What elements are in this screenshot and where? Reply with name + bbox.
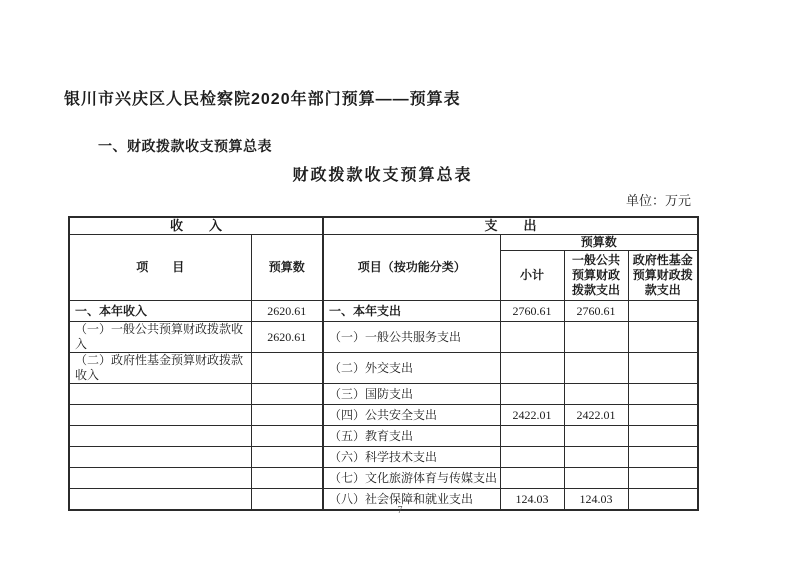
table-row (69, 426, 698, 447)
expense-subtotal-cell (500, 447, 564, 468)
budget-summary-table (68, 216, 699, 511)
income-budget-column-header: 预算数 (251, 235, 323, 301)
income-amount-cell (251, 426, 323, 447)
unit-label: 单位：万元 (625, 193, 691, 208)
table-row (69, 384, 698, 405)
general-public-column-header: 一般公共预算财政拨款支出 (564, 251, 628, 301)
income-item-cell (69, 426, 251, 447)
expense-item-cell: （二）外交支出 (323, 353, 500, 384)
expense-subtotal-cell: 2760.61 (500, 301, 564, 322)
document-title: 银川市兴庆区人民检察院2020年部门预算——预算表 (64, 91, 461, 108)
income-amount-cell: 2620.61 (251, 301, 323, 322)
table-row (69, 322, 698, 353)
expense-item-cell: （七）文化旅游体育与传媒支出 (323, 468, 500, 489)
expense-item-cell: （五）教育支出 (323, 426, 500, 447)
expense-general-cell (564, 468, 628, 489)
expense-govfund-cell (628, 384, 698, 405)
income-amount-cell: 2620.61 (251, 322, 323, 353)
expense-subtotal-cell (500, 468, 564, 489)
expense-general-cell (564, 322, 628, 353)
expense-item-cell: （六）科学技术支出 (323, 447, 500, 468)
table-title: 财政拨款收支预算总表 (292, 167, 473, 184)
table-header (69, 217, 698, 301)
expense-item-column-header: 项目（按功能分类） (323, 235, 500, 301)
expense-general-cell (564, 384, 628, 405)
expense-general-cell (564, 426, 628, 447)
table-row (69, 353, 698, 384)
income-item-cell (69, 405, 251, 426)
expense-general-cell (564, 353, 628, 384)
table-row (69, 405, 698, 426)
expense-govfund-cell (628, 426, 698, 447)
expense-govfund-cell (628, 405, 698, 426)
income-item-cell: （二）政府性基金预算财政拨款收入 (69, 353, 251, 384)
expense-subtotal-cell (500, 384, 564, 405)
income-amount-cell (251, 384, 323, 405)
table-row (69, 447, 698, 468)
income-amount-cell (251, 353, 323, 384)
expense-general-cell: 2422.01 (564, 405, 628, 426)
income-amount-cell (251, 447, 323, 468)
expense-item-cell: （八）社会保障和就业支出 (323, 489, 500, 511)
expense-general-cell (564, 447, 628, 468)
expense-item-cell: （三）国防支出 (323, 384, 500, 405)
income-item-cell: （一）一般公共预算财政拨款收入 (69, 322, 251, 353)
subtotal-column-header: 小计 (500, 251, 564, 301)
expense-govfund-cell (628, 301, 698, 322)
income-item-cell (69, 468, 251, 489)
income-amount-cell (251, 468, 323, 489)
expense-govfund-cell (628, 353, 698, 384)
expense-item-cell: （四）公共安全支出 (323, 405, 500, 426)
expense-subtotal-cell (500, 353, 564, 384)
expense-item-cell: 一、本年支出 (323, 301, 500, 322)
expense-item-cell: （一）一般公共服务支出 (323, 322, 500, 353)
expense-budget-group-header: 预算数 (500, 235, 698, 251)
table-row (69, 468, 698, 489)
income-amount-cell (251, 405, 323, 426)
income-item-cell (69, 447, 251, 468)
income-item-cell (69, 384, 251, 405)
income-item-cell: 一、本年收入 (69, 301, 251, 322)
table-body (69, 301, 698, 511)
income-item-column-header: 项 目 (69, 235, 251, 301)
expense-subtotal-cell: 124.03 (500, 489, 564, 511)
expense-govfund-cell (628, 468, 698, 489)
expense-govfund-cell (628, 322, 698, 353)
gov-fund-column-header: 政府性基金预算财政拨款支出 (628, 251, 698, 301)
expense-subtotal-cell (500, 322, 564, 353)
expense-subtotal-cell (500, 426, 564, 447)
expense-section-header: 支 出 (323, 217, 698, 235)
expense-general-cell: 2760.61 (564, 301, 628, 322)
table-row (69, 301, 698, 322)
expense-general-cell: 124.03 (564, 489, 628, 511)
expense-subtotal-cell: 2422.01 (500, 405, 564, 426)
expense-govfund-cell (628, 447, 698, 468)
page-number: 7 (397, 505, 403, 516)
income-section-header: 收 入 (69, 217, 323, 235)
section-heading: 一、财政拨款收支预算总表 (98, 138, 272, 154)
